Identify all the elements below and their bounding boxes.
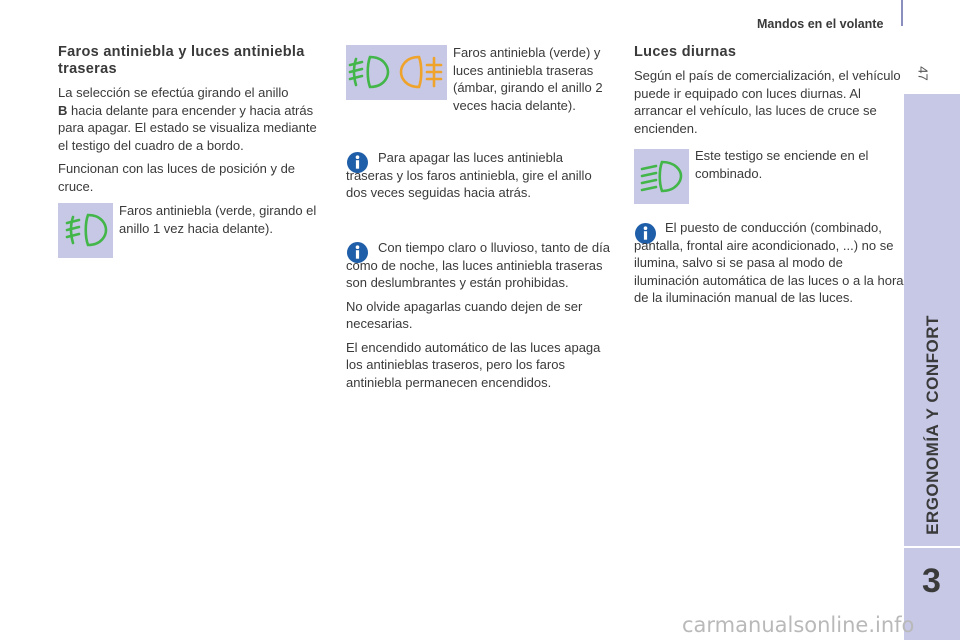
daytime-lamp-caption: Este testigo se enciende en el combinado. (695, 148, 869, 181)
front-fog-lamp-box (58, 203, 113, 258)
front-fog-lamp-icon (58, 203, 113, 258)
chapter-number: 3 (922, 562, 941, 600)
daytime-lights-heading: Luces diurnas (634, 44, 737, 60)
front-fog-lamp-icon (346, 45, 396, 100)
col2-notes (346, 239, 616, 397)
header-divider (901, 0, 903, 26)
rear-fog-lamp-icon (397, 45, 447, 100)
front-fog-caption: Faros antiniebla (verde, girando el anillo 1 vez hacia delante). (119, 203, 317, 236)
col1-paragraph-1: La selección se efectúa girando el anillo B hacia delante para encender y hacia atrás para apagar. El estado se visualiza mediante el testigo del cuadro de a bordo. (58, 85, 317, 153)
fog-lamps-heading: Faros antiniebla y luces antiniebla traseras (58, 44, 305, 77)
col1-body (58, 84, 328, 201)
col2-paragraph-3: No olvide apagarlas cuando dejen de ser necesarias. (346, 298, 583, 331)
page-number: 47 (915, 66, 931, 81)
info-note-lighting: El puesto de conducción (combinado, pantalla, frontal aire acondicionado, ...) no se ilumina, salvo si se pasa al modo de iluminación automática de las luces o a la hora de la iluminación manual de las luces. (634, 220, 904, 305)
fog-lamps-box (346, 45, 447, 100)
fog-lamps-caption: Faros antiniebla (verde) y luces antiniebla traseras (ámbar, girando el anillo 2 veces hacia delante). (453, 45, 603, 113)
header-title: Mandos en el volante (757, 17, 884, 31)
info-note-switch-off: Para apagar las luces antiniebla traseras y los faros antiniebla, gire el anillo dos veces seguidas hacia atrás. (346, 150, 592, 200)
col1-paragraph-2: Funcionan con las luces de posición y de cruce. (58, 161, 296, 194)
daytime-lamp-box (634, 149, 689, 204)
section-label: ERGONOMÍA Y CONFORT (923, 315, 942, 535)
daytime-lights-paragraph: Según el país de comercialización, el vehículo puede ir equipado con luces diurnas. Al arrancar el vehículo, las luces de cruce se encienden. (634, 68, 901, 136)
watermark: carmanualsonline.info (682, 613, 915, 637)
daytime-running-lamp-icon (634, 149, 689, 204)
info-note-prohibited: Con tiempo claro o lluvioso, tanto de día como de noche, las luces antiniebla traseras son deslumbrantes y están prohibidas. (346, 240, 610, 290)
col2-paragraph-4: El encendido automático de las luces apaga los antinieblas traseros, pero los faros antiniebla permanecen encendidos. (346, 339, 601, 390)
